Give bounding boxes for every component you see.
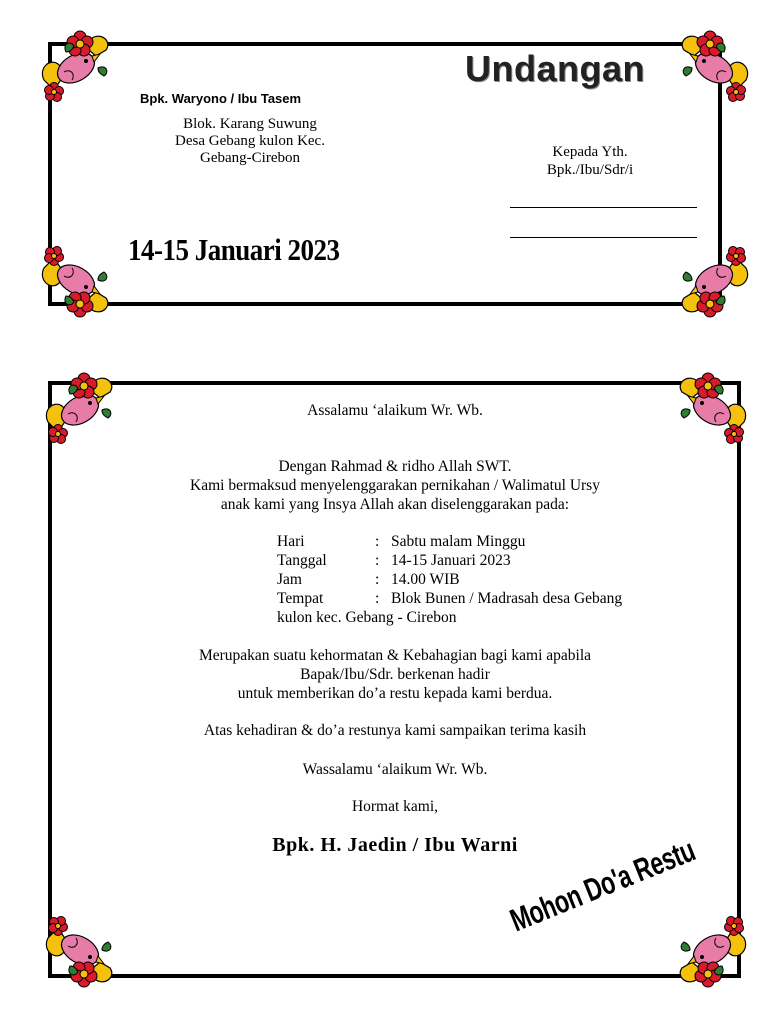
signer-name: Bpk. H. Jaedin / Ibu Warni bbox=[272, 834, 518, 856]
intro-line: Dengan Rahmad & ridho Allah SWT. bbox=[278, 458, 512, 475]
honor-line: untuk memberikan do’a restu kepada kami berdua. bbox=[237, 685, 553, 702]
recipient-address-rule bbox=[510, 207, 697, 208]
recipient-line: Bpk./Ibu/Sdr/i bbox=[546, 162, 634, 178]
detail-label: Hari bbox=[277, 533, 305, 550]
flower-ornament-icon bbox=[672, 910, 752, 990]
recipient-prefix: Kepada Yth. bbox=[552, 144, 628, 160]
detail-label: Jam bbox=[277, 571, 302, 588]
sender-address-line: Gebang-Cirebon bbox=[200, 150, 300, 166]
detail-value: Sabtu malam Minggu bbox=[391, 533, 526, 550]
flower-ornament-icon bbox=[40, 910, 120, 990]
detail-value: 14.00 WIB bbox=[391, 571, 460, 588]
sender-address-line: Blok. Karang Suwung bbox=[183, 116, 317, 132]
thanks-line: Atas kehadiran & do’a restunya kami sampaikan terima kasih bbox=[203, 722, 587, 739]
regards: Hormat kami, bbox=[351, 798, 439, 815]
greeting: Assalamu ‘alaikum Wr. Wb. bbox=[307, 402, 483, 419]
detail-continuation: kulon kec. Gebang - Cirebon bbox=[277, 609, 457, 626]
flower-ornament-icon bbox=[36, 28, 116, 108]
recipient-block bbox=[510, 143, 670, 179]
honor-line: Bapak/Ibu/Sdr. berkenan hadir bbox=[300, 666, 490, 683]
sender-name: Bpk. Waryono / Ibu Tasem bbox=[140, 91, 302, 106]
detail-value: 14-15 Januari 2023 bbox=[391, 552, 511, 569]
honor-line: Merupakan suatu kehormatan & Kebahagian bagi kami apabila bbox=[198, 647, 592, 664]
sender-address bbox=[140, 116, 360, 167]
detail-label: Tempat bbox=[277, 590, 324, 607]
detail-value: Blok Bunen / Madrasah desa Gebang bbox=[391, 590, 623, 607]
intro-line: anak kami yang Insya Allah akan diselenggarakan pada: bbox=[220, 496, 570, 513]
flower-ornament-icon bbox=[36, 240, 116, 320]
detail-label: Tanggal bbox=[277, 552, 327, 569]
detail-row: Jam : 14.00 WIB bbox=[277, 571, 460, 588]
closing-greeting: Wassalamu ‘alaikum Wr. Wb. bbox=[302, 761, 488, 778]
detail-row: Hari : Sabtu malam Minggu bbox=[277, 533, 526, 550]
detail-row: Tanggal : 14-15 Januari 2023 bbox=[277, 552, 511, 569]
sender-address-line: Desa Gebang kulon Kec. bbox=[175, 133, 325, 149]
detail-row: Tempat : Blok Bunen / Madrasah desa Gebang bbox=[277, 590, 623, 607]
mohon-doa-restu-stamp: Mohon Do'a Restu bbox=[505, 831, 700, 939]
envelope-title: Undangan bbox=[465, 48, 645, 89]
flower-ornament-icon bbox=[674, 240, 754, 320]
flower-ornament-icon bbox=[674, 28, 754, 108]
intro-line: Kami bermaksud menyelenggarakan pernikahan / Walimatul Ursy bbox=[190, 477, 600, 494]
event-date-heading: 14-15 Januari 2023 bbox=[128, 233, 340, 267]
recipient-address-rule bbox=[510, 237, 697, 238]
